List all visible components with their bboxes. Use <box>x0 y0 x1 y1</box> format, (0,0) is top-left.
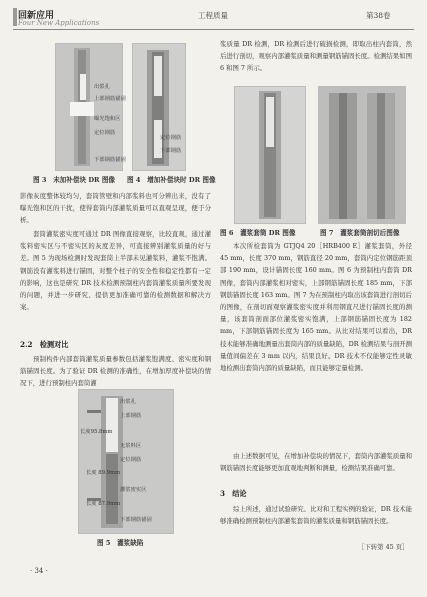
fig4-label-1: 定位钢筋 <box>160 135 182 141</box>
figure-6-caption: 图 6 灌浆套筒 DR 图像 <box>220 229 296 237</box>
figure-7-caption: 图 7 灌浆套筒剖切后图像 <box>320 229 400 237</box>
figure-5-caption: 图 5 灌浆缺陷 <box>97 539 144 547</box>
right-paragraph-4: 综上所述，通过试验研究、比对和工程实例的验证，DR 技术能够准确检测预制柱内部灌浆套筒的灌浆质量和钢筋锚固长度。 <box>220 505 412 526</box>
fig5-label-3: 无浆料区 <box>120 443 142 449</box>
header-rule <box>13 29 414 30</box>
fig3-label-4: 定位钢筋 <box>94 130 116 136</box>
figure-6-image <box>234 86 306 224</box>
right-paragraph-2: 本次所检套筒为 GTJQ4 20［HRB400 E］灌浆套筒，外径 45 mm，长度 370 mm，钢筋直径 20 mm，套筒内定位钢筋距顶部 190 mm，设计锚固长度 160 mm。图 6 为预制柱内套筒 DR 图像，套筒内部灌浆相对密实，上部钢筋锚固长度 185 mm，下部钢筋锚固长度 163 mm。图 7 为在预制柱内取出该套筒进行剖切后的图像，在剖切面观察灌浆密实度并利用钢直尺进行锚固长度的测量，该套筒剖面部位灌浆密实饱满，上部钢筋锚固长度为 182 mm，下部钢筋锚固长度为 165 mm。从比对结果可以看出，DR 技术能够准确地测量出套筒内部的质量缺陷，DR 检测结果与剖开测量值间偏差在 3 mm 以内，结果良好。DR 技术不仅能够定性灵敏地检测出套筒内部的质量缺陷，而且能够定量检测。 <box>220 242 412 373</box>
continued-note: ［下转第 45 页］ <box>358 543 409 551</box>
fig3-label-5: 下部钢筋锚固 <box>94 157 126 163</box>
section-3-heading: 3 结论 <box>220 489 247 498</box>
journal-subtitle: Four New Applications <box>18 19 100 27</box>
fig3-label-2: 上部钢筋锚固 <box>94 96 126 102</box>
left-paragraph-1: 影像灰度整体较均匀，套筒管壁和内部浆料也可分辨出来，没有了曝光饱和区的干扰，使得套筒内部灌浆质量可以直观呈现，便于分析。 <box>20 192 211 225</box>
fig5-measure-2: 长度 89.9mm <box>86 470 121 476</box>
figure-7-image <box>318 86 406 224</box>
fig5-label-4: 定位钢筋 <box>120 457 142 463</box>
fig5-label-2: 上部钢筋 <box>120 413 142 419</box>
fig5-measure-3: 长度 87.9mm <box>86 501 121 507</box>
volume-number: 第38卷 <box>366 11 391 20</box>
right-paragraph-1: 浆质量 DR 检测，DR 检测后进行破损检测，即取出柱内套筒，然后进行剖切，观察内部灌浆质量和测量钢筋锚固长度。检测结果如图 6 和图 7 所示。 <box>220 40 412 73</box>
fig5-measure-1: 长度95.8mm <box>80 429 113 435</box>
left-paragraph-2: 套筒灌浆密实度可通过 DR 图像直接观察，比较直观，通过灌浆料密实区与不密实区的灰度差异，可直接辨别灌浆质量的好与差。图 5 为现场检测时发现套筒上半部未见灌浆料，灌浆不饱满。钢筋没有灌浆料进行锚固，对整个柱子的安全性和稳定性都有一定的影响，这也是研究 DR 技术检测预制柱内套筒灌浆质量所要发现的问题，并进一步研究、提供更加准确可靠的检测数据和解决方案。 <box>20 230 211 312</box>
fig3-label-1: 出浆孔 <box>94 84 110 90</box>
page-number: · 34 · <box>30 567 48 575</box>
figure-4-caption: 图 4 增加补偿块时 DR 图像 <box>127 176 216 184</box>
fig5-label-1: 出浆孔 <box>120 399 136 405</box>
section-title: 工程质量 <box>198 11 228 20</box>
fig5-label-6: 下部钢筋锚固 <box>120 517 152 523</box>
figure-3-caption: 图 3 未加补偿块 DR 图像 <box>33 176 116 184</box>
fig3-label-3: 曝光饱和区 <box>94 116 121 122</box>
figure-3-image <box>55 43 123 171</box>
journal-title: 回新应用 <box>18 11 55 21</box>
section-2-2-heading: 2.2 检测对比 <box>20 340 69 349</box>
journal-logo <box>13 8 17 26</box>
fig4-label-2: 下部钢筋 <box>160 148 182 154</box>
right-paragraph-3: 由上述数据可见，在增加补偿块的情况下，套筒内部灌浆质量和钢筋锚固长度能够更加直观地判断和测量，检测结果准确可靠。 <box>220 452 412 473</box>
left-paragraph-3: 预制构件内部套筒灌浆质量参数包括灌浆饱满度、密实度和钢筋锚固长度。为了验证 DR 检测的准确性，在增加厚度补偿块的情况下，进行预制柱内套筒灌 <box>20 355 211 388</box>
fig5-label-5: 灌浆密实区 <box>120 487 147 493</box>
